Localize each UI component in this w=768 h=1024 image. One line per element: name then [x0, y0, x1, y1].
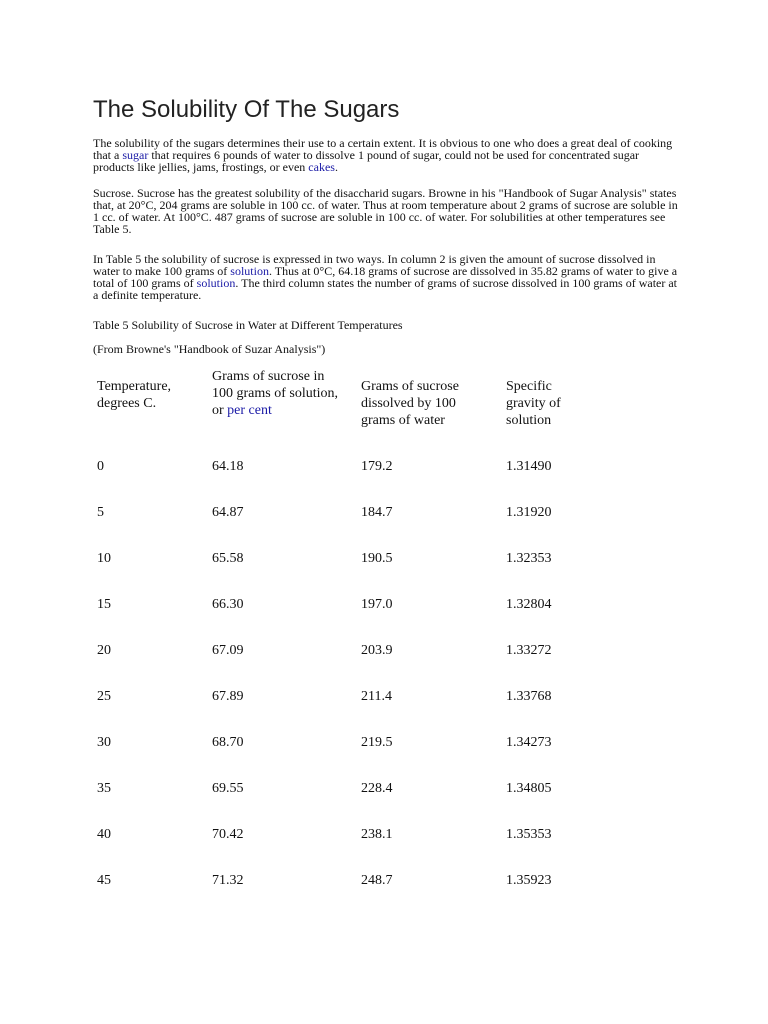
temperature-cell: 20 [97, 643, 111, 658]
grams-per-solution-cell: 68.70 [212, 735, 244, 750]
cakes-link[interactable]: cakes [308, 160, 335, 174]
header-grams-per-100g-water: Grams of sucrose dissolved by 100 grams of water [361, 379, 459, 428]
table-row [97, 780, 597, 798]
table-source: (From Browne's "Handbook of Suzar Analysis") [93, 342, 326, 356]
intro-paragraph [93, 137, 678, 173]
intro-text-1: The solubility of the sugars determines their use to a certain extent. It is obvious to one who does a great deal of cooking that a [93, 136, 673, 162]
temperature-cell: 45 [97, 873, 111, 888]
intro-text-3: . [334, 160, 338, 174]
table-row [97, 642, 597, 660]
temperature-cell: 35 [97, 781, 111, 796]
table-row [97, 458, 597, 476]
specific-gravity-cell: 1.32804 [506, 597, 552, 612]
specific-gravity-cell: 1.33768 [506, 689, 552, 704]
page-title: The Solubility Of The Sugars [93, 96, 400, 123]
table-explanation-paragraph [93, 253, 678, 301]
grams-per-water-cell: 197.0 [361, 597, 393, 612]
temperature-cell: 5 [97, 505, 104, 520]
grams-per-solution-cell: 64.18 [212, 459, 244, 474]
grams-per-water-cell: 228.4 [361, 781, 393, 796]
explanation-text-3: . The third column states the number of grams of sucrose dissolved in 100 grams of water at a definite temperature. [93, 276, 678, 302]
grams-per-water-cell: 238.1 [361, 827, 393, 842]
grams-per-solution-cell: 71.32 [212, 873, 244, 888]
specific-gravity-cell: 1.34273 [506, 735, 552, 750]
temperature-cell: 15 [97, 597, 111, 612]
specific-gravity-cell: 1.33272 [506, 643, 552, 658]
specific-gravity-cell: 1.34805 [506, 781, 552, 796]
intro-text-2: that requires 6 pounds of water to dissolve 1 pound of sugar, could not be used for concentrated sugar products like jellies, jams, frostings, or even [93, 148, 640, 174]
grams-per-solution-cell: 65.58 [212, 551, 244, 566]
grams-per-water-cell: 203.9 [361, 643, 393, 658]
header-specific-gravity: Specific gravity of solution [506, 379, 561, 428]
table-row [97, 734, 597, 752]
specific-gravity-cell: 1.35353 [506, 827, 552, 842]
solution-link-2[interactable]: solution [196, 276, 236, 290]
per-cent-link[interactable]: per cent [227, 403, 272, 418]
specific-gravity-cell: 1.31490 [506, 459, 552, 474]
grams-per-water-cell: 179.2 [361, 459, 393, 474]
sugar-link[interactable]: sugar [122, 148, 149, 162]
grams-per-water-cell: 184.7 [361, 505, 393, 520]
explanation-text-1: In Table 5 the solubility of sucrose is expressed in two ways. In column 2 is given the amount of sucrose dissolved in water to make 100 grams of [93, 252, 656, 278]
temperature-cell: 40 [97, 827, 111, 842]
temperature-cell: 0 [97, 459, 104, 474]
temperature-cell: 25 [97, 689, 111, 704]
grams-per-water-cell: 211.4 [361, 689, 392, 704]
grams-per-solution-cell: 64.87 [212, 505, 244, 520]
grams-per-water-cell: 190.5 [361, 551, 393, 566]
sucrose-paragraph: Sucrose. Sucrose has the greatest solubility of the disaccharid sugars. Browne in his "Handbook of Sugar Analysis" states that, at 20°C, 204 grams are soluble in 100 cc. of water. Thus at room temperature about 2 grams of sucrose are soluble in 1 cc. of water. At 100°C. 487 grams of sucrose are soluble in 100 cc. of water. For solubilities at other temperatures see Table 5. [93, 186, 678, 236]
table-caption: Table 5 Solubility of Sucrose in Water at Different Temperatures [93, 318, 403, 332]
temperature-cell: 30 [97, 735, 111, 750]
specific-gravity-cell: 1.35923 [506, 873, 552, 888]
explanation-text-2: . Thus at 0°C, 64.18 grams of sucrose are dissolved in 35.82 grams of water to give a total of 100 grams of [93, 264, 678, 290]
grams-per-water-cell: 219.5 [361, 735, 393, 750]
table-row [97, 872, 597, 890]
grams-per-solution-cell: 70.42 [212, 827, 244, 842]
grams-per-solution-cell: 69.55 [212, 781, 244, 796]
table-row [97, 688, 597, 706]
table-row [97, 504, 597, 522]
header-temperature: Temperature, degrees C. [97, 379, 172, 411]
table-row [97, 550, 597, 568]
grams-per-solution-cell: 66.30 [212, 597, 244, 612]
specific-gravity-cell: 1.32353 [506, 551, 552, 566]
grams-per-water-cell: 248.7 [361, 873, 393, 888]
table-row [97, 596, 597, 614]
grams-per-solution-cell: 67.89 [212, 689, 244, 704]
table-row [97, 826, 597, 844]
header-c2-text: Grams of sucrose in 100 grams of solution, or [212, 369, 338, 418]
solution-link-1[interactable]: solution [230, 264, 269, 278]
header-grams-per-100g-solution [212, 368, 347, 419]
specific-gravity-cell: 1.31920 [506, 505, 552, 520]
grams-per-solution-cell: 67.09 [212, 643, 244, 658]
temperature-cell: 10 [97, 551, 111, 566]
